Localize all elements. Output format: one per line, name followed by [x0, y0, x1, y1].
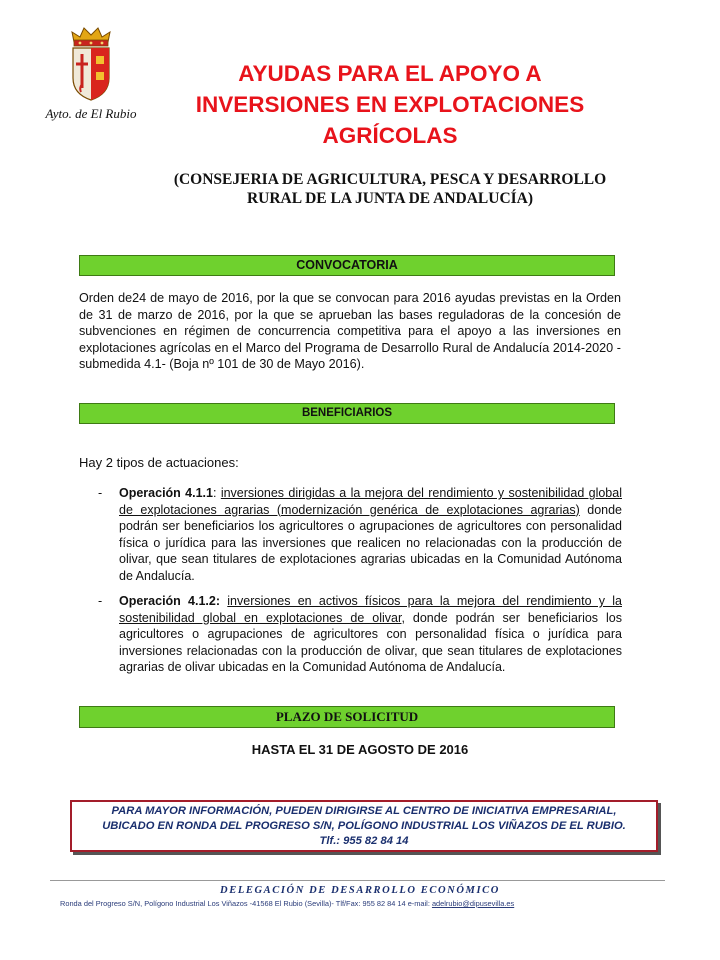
deadline-text: HASTA EL 31 DE AGOSTO DE 2016: [251, 742, 469, 757]
info-phone: Tlf.: 955 82 84 14: [319, 835, 409, 847]
info-line: UBICADO EN RONDA DEL PROGRESO S/N, POLÍGONO INDUSTRIAL LOS VIÑAZOS DE EL RUBIO.: [102, 820, 626, 832]
info-line: PARA MAYOR INFORMACIÓN, PUEDEN DIRIGIRSE AL CENTRO DE INICIATIVA EMPRESARIAL,: [111, 805, 617, 817]
section-heading-plazo: PLAZO DE SOLICITUD: [79, 706, 615, 728]
footer-divider: [50, 880, 665, 881]
footer-contact: [60, 899, 660, 908]
operation-item: [98, 485, 622, 584]
operation-label: Operación 4.1.2:: [119, 594, 221, 608]
coat-of-arms-icon: [66, 22, 116, 104]
crest-caption: Ayto. de El Rubio: [45, 106, 137, 121]
title-line: AGRÍCOLAS: [322, 123, 458, 148]
title-line: AYUDAS PARA EL APOYO A: [238, 61, 542, 86]
beneficiarios-intro: Hay 2 tipos de actuaciones:: [79, 455, 239, 470]
list-dash: -: [98, 594, 103, 608]
operation-colon: :: [212, 486, 217, 500]
list-dash: -: [98, 486, 103, 500]
subtitle-line: RURAL DE LA JUNTA DE ANDALUCÍA): [246, 190, 534, 207]
subtitle-line: (CONSEJERIA DE AGRICULTURA, PESCA Y DESARROLLO: [173, 171, 607, 188]
operation-item: [98, 593, 622, 676]
title-line: INVERSIONES EN EXPLOTACIONES: [195, 92, 585, 117]
section-heading-beneficiarios: BENEFICIARIOS: [79, 403, 615, 424]
page-subtitle: [150, 170, 630, 208]
operation-description: inversiones en activos físicos para la mejora del rendimiento y la sostenibilidad global en explotaciones de olivar: [119, 594, 622, 625]
operation-beneficiaries: donde podrán ser beneficiarios los agricultores o agrupaciones de agricultores con personalidad física o jurídica para las inversiones que realicen no relacionadas con la producción de olivar, que sean titulares de explotaciones agrarias ubicadas en la Comunidad Autónoma de Andalucía.: [119, 502, 622, 583]
footer-address: Ronda del Progreso S/N, Polígono Industrial Los Viñazos -41568 El Rubio (Sevilla)- Tlf/Fax: 955 82 84 14 e-mail:: [60, 899, 432, 908]
operation-description: inversiones dirigidas a la mejora del rendimiento y sostenibilidad global de explotaciones agrarias (modernización genérica de explotaciones agrarias): [119, 486, 622, 517]
page-title: [140, 58, 640, 151]
footer-email-link[interactable]: adelrubio@dipusevilla.es: [431, 899, 515, 908]
info-box: [70, 800, 658, 852]
operation-label: Operación 4.1.1: [119, 486, 213, 500]
operation-beneficiaries: , donde podrán ser beneficiarios los agricultores o agrupaciones de agricultores con personalidad física o jurídica para inversiones relacionadas con la producción de olivar, que sean titulares de explotaciones agrarias de olivar ubicadas en la Comunidad Autónoma de Andalucía.: [119, 610, 623, 674]
convocatoria-text: Orden de24 de mayo de 2016, por la que se convocan para 2016 ayudas previstas en la Orden de 31 de marzo de 2016, por la que se aprueban las bases reguladoras de la concesión de subvenciones en régimen de concurrencia competitiva para el apoyo a las inversiones en explotaciones agrícolas en el Marco del Programa de Desarrollo Rural de Andalucía 2014-2020 -submedida 4.1- (Boja nº 101 de 30 de Mayo 2016).: [79, 291, 621, 371]
footer-department: DELEGACIÓN DE DESARROLLO ECONÓMICO: [220, 885, 500, 896]
section-heading-convocatoria: CONVOCATORIA: [79, 255, 615, 276]
